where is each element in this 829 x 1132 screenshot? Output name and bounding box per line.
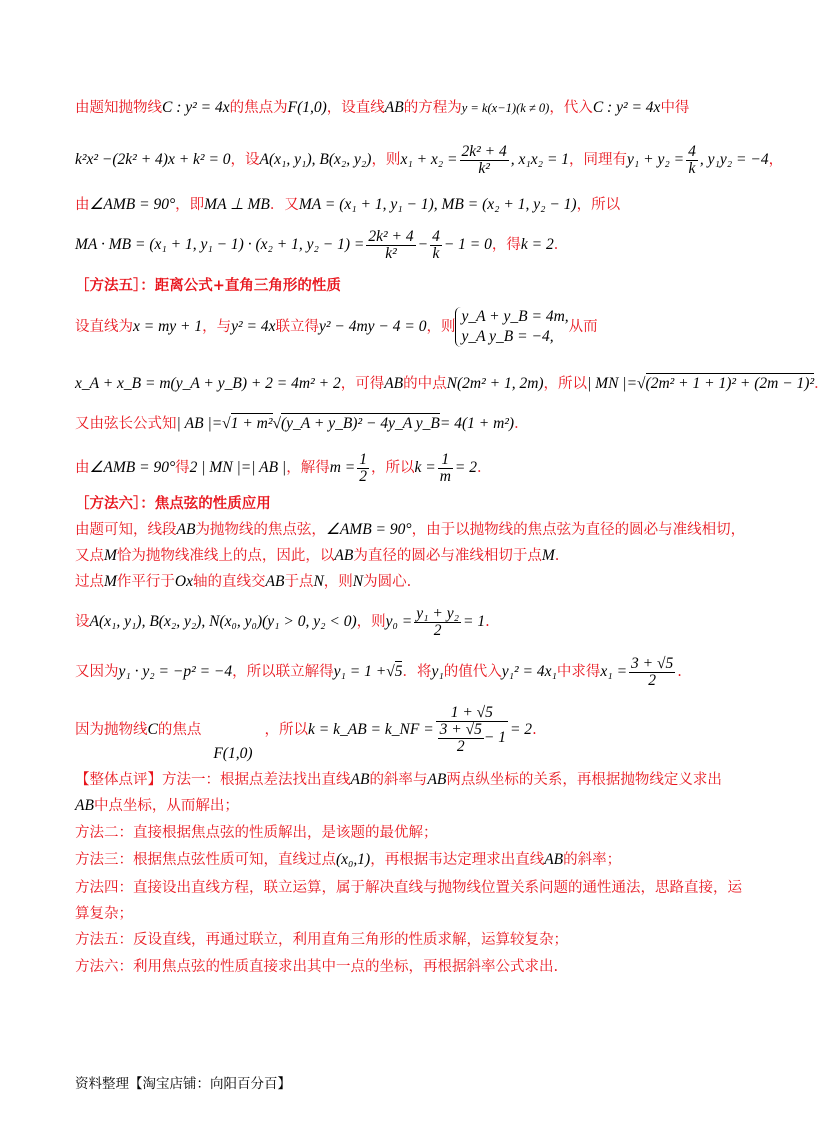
summary-line-8: 方法六：利用焦点弦的性质直接求出其中一点的坐标，再根据斜率公式求出. bbox=[75, 959, 559, 975]
solution-line-12: 又点M恰为抛物线准线上的点，因此，以AB为直径的圆必与准线相切于点M. bbox=[75, 547, 560, 564]
summary-line-7: 方法五：反设直线，再通过联立，利用直角三角形的性质求解，运算较复杂； bbox=[75, 932, 568, 948]
solution-line-8: 又由弦长公式知| AB |=√1 + m²√(y_A + y_B)² − 4y_A y_B= 4(1 + m²)． bbox=[75, 415, 529, 432]
method-five-heading: ［方法五］：距离公式+直角三角形的性质 bbox=[75, 277, 341, 294]
summary-line-3: 方法二：直接根据焦点弦的性质解出，是该题的最优解； bbox=[75, 825, 438, 841]
solution-line-3: 由∠AMB = 90°，即MA ⊥ MB．又MA = (x₁ + 1, y₁ − 1), MB = (x₂ + 1, y₂ − 1)，所以 bbox=[75, 196, 621, 213]
summary-line-6: 算复杂； bbox=[75, 906, 133, 922]
solution-line-1: 由题知抛物线C : y² = 4x的焦点为F(1,0)，设直线AB的方程为y = k(x−1)(k ≠ 0)，代入C : y² = 4x中得 bbox=[75, 99, 690, 116]
solution-line-13: 过点M作平行于Ox轴的直线交AB于点N，则N为圆心. bbox=[75, 573, 412, 590]
solution-line-14: 设A(x₁, y₁), B(x₂, y₂), N(x₀, y₀)(y₁ > 0, y₂ < 0)，则y₀ = $\frac{\text{y₁ + y₂}}{2}$ = 1. bbox=[75, 604, 490, 639]
summary-line-4: 方法三：根据焦点弦性质可知，直线过点(x₀,1)，再根据韦达定理求出直线AB的斜率； bbox=[75, 851, 622, 868]
summary-line-5: 方法四：直接设出直线方程，联立运算，属于解决直线与抛物线位置关系问题的通性通法，思路直接，运 bbox=[75, 880, 742, 896]
solution-line-6: 设直线为x = my + 1，与y² = 4x联立得y² − 4my − 4 = 0，则 y_A + y_B = 4m, y_A y_B = −4, 从而 bbox=[75, 308, 598, 345]
method-six-heading: ［方法六］：焦点弦的性质应用 bbox=[75, 495, 271, 512]
summary-line-2: AB中点坐标，从而解出； bbox=[75, 797, 239, 814]
solution-line-7: x_A + x_B = m(y_A + y_B) + 2 = 4m² + 2，可得AB的中点N(2m² + 1, 2m)，所以| MN |=√(2m² + 1 + 1)² + (2m − 1)²． bbox=[75, 375, 829, 392]
solution-line-9: 由∠AMB = 90°得2 | MN |=| AB |，解得m = $\frac{1}{2}$ ，所以k = $\frac{1}{m}$ = 2． bbox=[75, 450, 492, 485]
solution-line-15: 又因为y₁ · y₂ = −p² = −4，所以联立解得y₁ = 1 +√5．将y₁的值代入y₁² = 4x₁中求得x₁ = $\frac{3 + √5}{2}$ . bbox=[75, 654, 682, 689]
solution-line-4: MA · MB = (x₁ + 1, y₁ − 1) · (x₂ + 1, y₂ − 1) = $\frac{\text{2k² + 4}}{\text{k²}}$ − $\frac{4}{k}$ − 1 = 0，得k = 2． bbox=[75, 227, 569, 262]
page-footer: 资料整理【淘宝店铺：向阳百分百】 bbox=[75, 1076, 291, 1092]
summary-line-1: 【整体点评】方法一：根据点差法找出直线AB的斜率与AB两点纵坐标的关系，再根据抛物线定义求出 bbox=[75, 771, 722, 788]
solution-line-2: k²x² −(2k² + 4)x + k² = 0，设A(x₁, y₁), B(x₂, y₂)，则x₁ + x₂ = $\frac{\text{2k² + 4}}{\text{k²}}$ , x₁x₂ = 1，同理有y₁ + y₂ = $\frac{4}{k}$ , y₁y₂ = −4， bbox=[75, 142, 784, 177]
solution-line-16: 因为抛物线C的焦点F(1,0)，所以k = k_AB = k_NF = 1 + √5 $\frac{3 + √5}{2}$ − 1 = 2. bbox=[75, 704, 537, 762]
solution-line-11: 由题可知，线段AB为抛物线的焦点弦，∠AMB = 90°，由于以抛物线的焦点弦为直径的圆必与准线相切， bbox=[75, 521, 746, 538]
